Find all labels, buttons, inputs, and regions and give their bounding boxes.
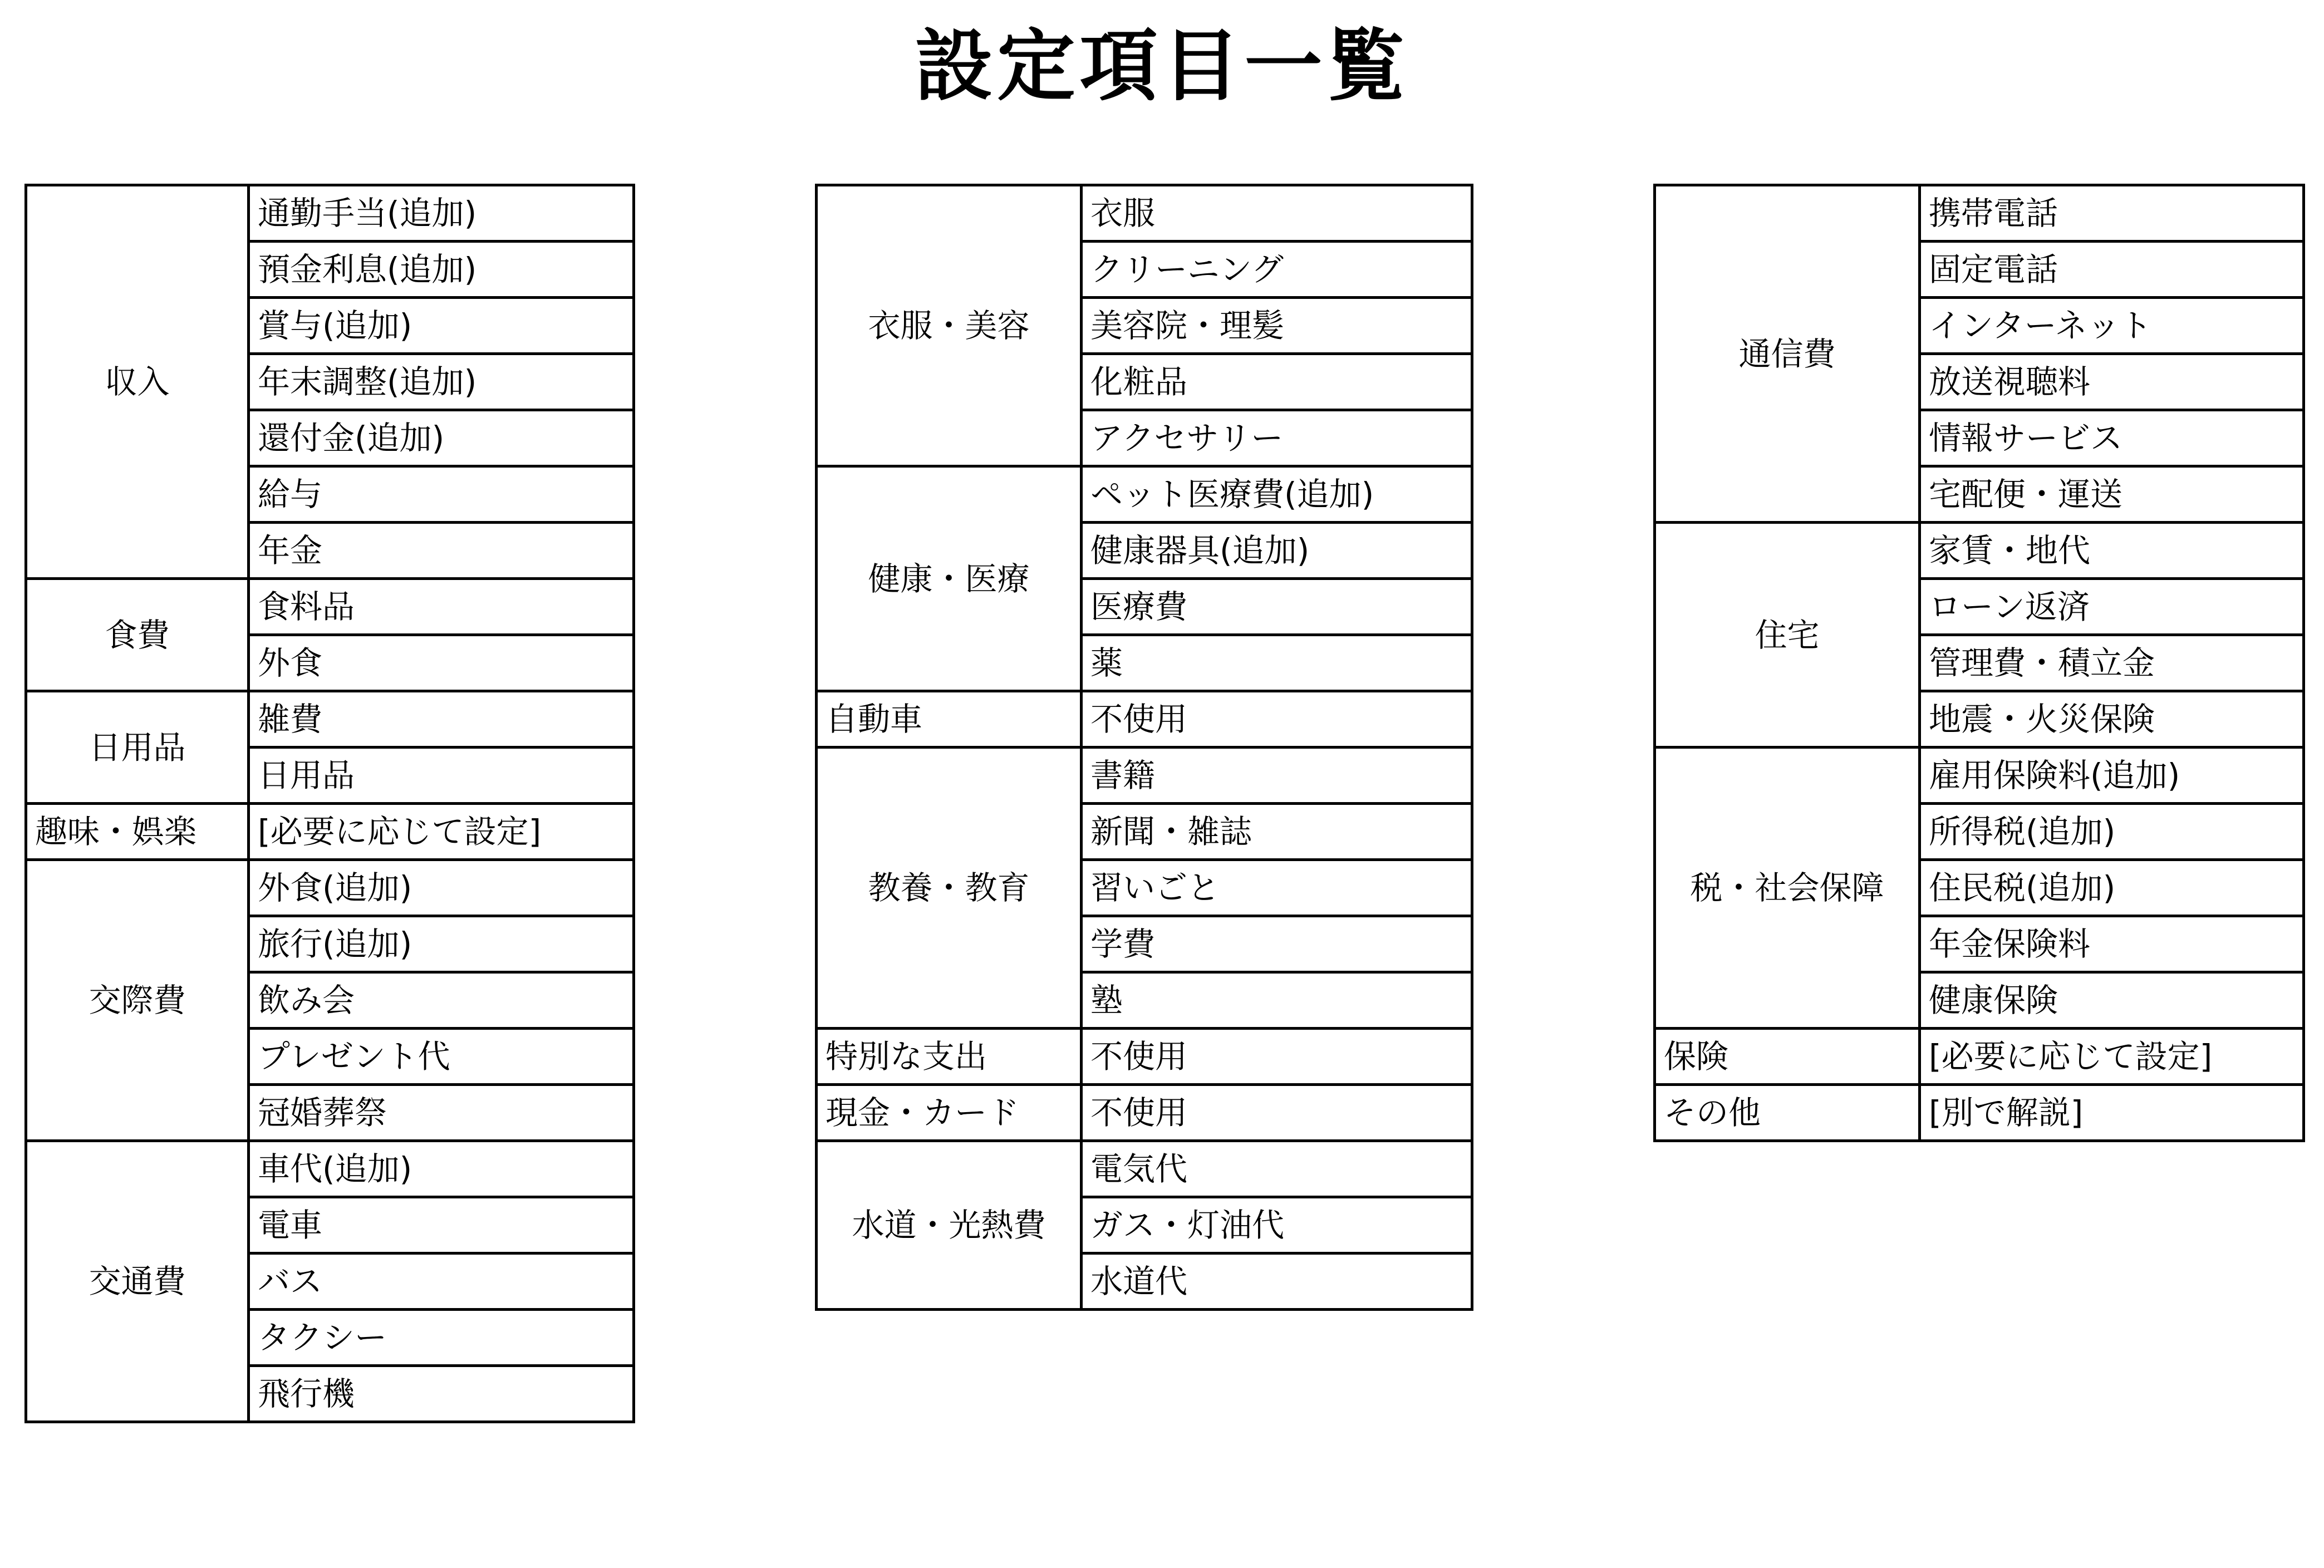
page-title: 設定項目一覧 [915, 21, 1409, 112]
table-row [817, 185, 1472, 242]
item-label: [必要に応じて設定] [249, 804, 634, 860]
category-label: 住宅 [1655, 523, 1920, 748]
item-label: 飛行機 [249, 1366, 634, 1422]
table-row [1655, 185, 2304, 242]
category-label: 税・社会保障 [1655, 748, 1920, 1029]
table-row [817, 748, 1472, 804]
item-label: ペット医療費(追加) [1082, 466, 1472, 523]
category-table-right [1653, 184, 2305, 1142]
item-label: 電車 [249, 1197, 634, 1254]
item-label: 医療費 [1082, 579, 1472, 635]
item-label: [必要に応じて設定] [1920, 1029, 2304, 1085]
item-label: 衣服 [1082, 185, 1472, 242]
table-row [817, 1085, 1472, 1141]
table-row [26, 185, 634, 242]
item-label: ローン返済 [1920, 579, 2304, 635]
item-label: 書籍 [1082, 748, 1472, 804]
item-label: 健康保険 [1920, 972, 2304, 1029]
item-label: 賞与(追加) [249, 298, 634, 354]
item-label: ガス・灯油代 [1082, 1197, 1472, 1254]
item-label: 年末調整(追加) [249, 354, 634, 410]
item-label: 所得税(追加) [1920, 804, 2304, 860]
item-label: プレゼント代 [249, 1029, 634, 1085]
item-label: 管理費・積立金 [1920, 635, 2304, 691]
item-label: 不使用 [1082, 1085, 1472, 1141]
item-label: 外食(追加) [249, 860, 634, 916]
table-row [817, 1141, 1472, 1197]
table-row [26, 1141, 634, 1197]
category-label: 通信費 [1655, 185, 1920, 523]
table-row [26, 691, 634, 748]
item-label: 還付金(追加) [249, 410, 634, 466]
category-label: 交通費 [26, 1141, 249, 1422]
category-label: 趣味・娯楽 [26, 804, 249, 860]
table-row [817, 691, 1472, 748]
category-table-middle [815, 184, 1473, 1311]
table-row [26, 860, 634, 916]
item-label: 家賃・地代 [1920, 523, 2304, 579]
item-label: 冠婚葬祭 [249, 1085, 634, 1141]
category-label: 保険 [1655, 1029, 1920, 1085]
item-label: 預金利息(追加) [249, 242, 634, 298]
category-label: 水道・光熱費 [817, 1141, 1082, 1310]
item-label: 外食 [249, 635, 634, 691]
category-label: 食費 [26, 579, 249, 691]
item-label: 日用品 [249, 748, 634, 804]
item-label: 不使用 [1082, 1029, 1472, 1085]
item-label: バス [249, 1254, 634, 1310]
category-label: その他 [1655, 1085, 1920, 1141]
table-row [1655, 1029, 2304, 1085]
item-label: 水道代 [1082, 1254, 1472, 1310]
item-label: 通勤手当(追加) [249, 185, 634, 242]
category-label: 衣服・美容 [817, 185, 1082, 466]
item-label: クリーニング [1082, 242, 1472, 298]
item-label: アクセサリー [1082, 410, 1472, 466]
table-row [1655, 748, 2304, 804]
table-row [26, 804, 634, 860]
item-label: 給与 [249, 466, 634, 523]
item-label: 電気代 [1082, 1141, 1472, 1197]
item-label: 情報サービス [1920, 410, 2304, 466]
item-label: 新聞・雑誌 [1082, 804, 1472, 860]
item-label: 健康器具(追加) [1082, 523, 1472, 579]
item-label: 習いごと [1082, 860, 1472, 916]
category-table-left [24, 184, 635, 1423]
item-label: 携帯電話 [1920, 185, 2304, 242]
table-row [26, 579, 634, 635]
item-label: 化粧品 [1082, 354, 1472, 410]
item-label: 飲み会 [249, 972, 634, 1029]
category-label: 交際費 [26, 860, 249, 1141]
item-label: 薬 [1082, 635, 1472, 691]
item-label: 住民税(追加) [1920, 860, 2304, 916]
item-label: 美容院・理髪 [1082, 298, 1472, 354]
item-label: 放送視聴料 [1920, 354, 2304, 410]
item-label: [別で解説] [1920, 1085, 2304, 1141]
item-label: 車代(追加) [249, 1141, 634, 1197]
item-label: 地震・火災保険 [1920, 691, 2304, 748]
category-label: 教養・教育 [817, 748, 1082, 1029]
table-row [817, 1029, 1472, 1085]
item-label: 年金保険料 [1920, 916, 2304, 972]
category-label: 特別な支出 [817, 1029, 1082, 1085]
category-label: 健康・医療 [817, 466, 1082, 691]
category-label: 収入 [26, 185, 249, 579]
item-label: 食料品 [249, 579, 634, 635]
item-label: 雑費 [249, 691, 634, 748]
category-label: 自動車 [817, 691, 1082, 748]
table-row [1655, 1085, 2304, 1141]
item-label: 年金 [249, 523, 634, 579]
item-label: タクシー [249, 1310, 634, 1366]
item-label: 固定電話 [1920, 242, 2304, 298]
item-label: 宅配便・運送 [1920, 466, 2304, 523]
category-label: 日用品 [26, 691, 249, 804]
category-label: 現金・カード [817, 1085, 1082, 1141]
item-label: 旅行(追加) [249, 916, 634, 972]
item-label: 学費 [1082, 916, 1472, 972]
item-label: 雇用保険料(追加) [1920, 748, 2304, 804]
item-label: 不使用 [1082, 691, 1472, 748]
item-label: インターネット [1920, 298, 2304, 354]
item-label: 塾 [1082, 972, 1472, 1029]
table-row [817, 466, 1472, 523]
table-row [1655, 523, 2304, 579]
